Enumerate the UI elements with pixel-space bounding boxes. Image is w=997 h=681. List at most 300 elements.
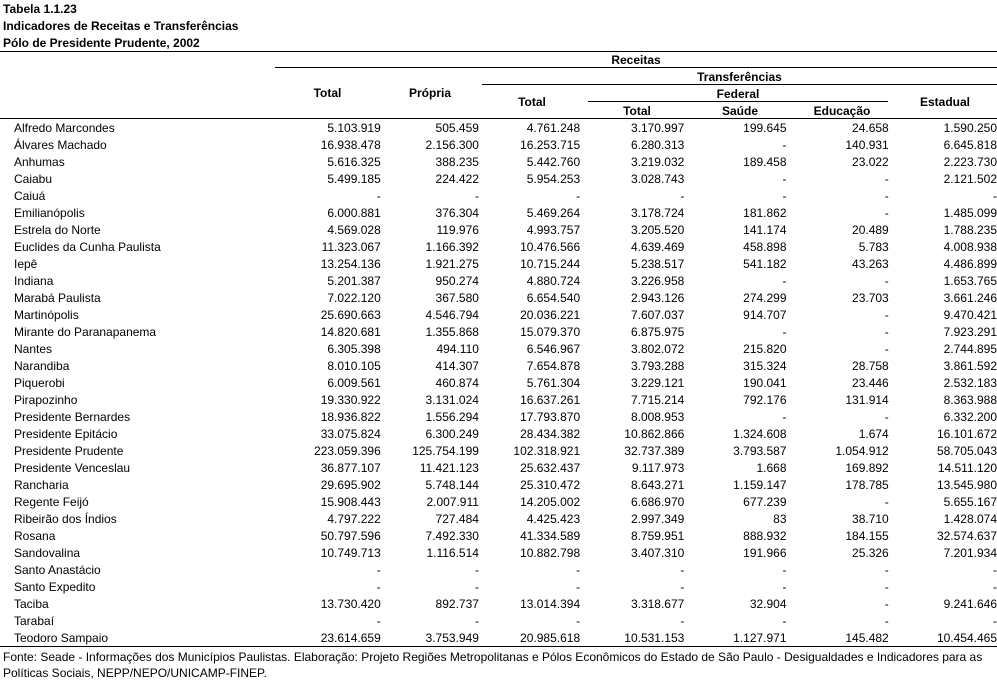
table-row (0, 460, 997, 477)
cell-estadual: 2.121.502 (943, 172, 997, 186)
table-row (0, 222, 997, 239)
cell-transferencias-total: 4.761.248 (526, 121, 581, 135)
cell-federal-total: - (680, 580, 685, 594)
cell-total: 18.936.822 (320, 410, 381, 424)
top-rule (0, 51, 997, 52)
cell-municipio: Alfredo Marcondes (14, 121, 115, 135)
cell-propria: 460.874 (435, 376, 479, 390)
cell-transferencias-total: 4.425.423 (526, 512, 581, 526)
cell-total: 33.075.824 (320, 427, 381, 441)
cell-total: 50.797.596 (320, 529, 381, 543)
cell-total: 223.059.396 (314, 444, 381, 458)
table-row (0, 494, 997, 511)
cell-estadual: - (993, 189, 997, 203)
cell-total: 10.749.713 (320, 546, 381, 560)
cell-estadual: 2.532.183 (943, 376, 997, 390)
cell-saude: - (782, 580, 787, 594)
table-number: Tabela 1.1.23 (3, 2, 77, 16)
cell-federal-total: 6.686.970 (630, 495, 685, 509)
cell-total: 23.614.659 (320, 631, 381, 645)
cell-estadual: 16.101.672 (936, 427, 997, 441)
cell-propria: - (474, 614, 479, 628)
cell-estadual: 32.574.637 (936, 529, 997, 543)
cell-propria: 892.737 (435, 597, 479, 611)
cell-educacao: - (884, 614, 889, 628)
cell-federal-total: 8.643.271 (630, 478, 685, 492)
cell-municipio: Pirapozinho (14, 393, 78, 407)
cell-federal-total: 4.639.469 (630, 240, 685, 254)
cell-total: 11.323.067 (321, 240, 381, 254)
cell-total: 7.022.120 (327, 291, 381, 305)
cell-federal-total: 8.759.951 (630, 529, 685, 543)
cell-saude: 199.645 (743, 121, 787, 135)
cell-total: - (376, 580, 381, 594)
cell-estadual: 2.744.895 (943, 342, 997, 356)
cell-educacao: 1.674 (858, 427, 889, 441)
cell-estadual: 13.545.980 (936, 478, 997, 492)
header-estadual: Estadual (919, 95, 970, 109)
table-body (0, 120, 997, 647)
cell-estadual: 5.655.167 (943, 495, 997, 509)
table-row (0, 358, 997, 375)
cell-educacao: 145.482 (845, 631, 889, 645)
cell-municipio: Marabá Paulista (14, 291, 101, 305)
cell-propria: 1.921.275 (425, 257, 479, 271)
cell-educacao: - (884, 410, 889, 424)
cell-transferencias-total: 28.434.382 (520, 427, 581, 441)
cell-educacao: 5.783 (858, 240, 889, 254)
cell-estadual: 1.788.235 (943, 223, 997, 237)
cell-total: 29.695.902 (320, 478, 381, 492)
cell-propria: 3.131.024 (425, 393, 479, 407)
cell-propria: 1.355.868 (425, 325, 479, 339)
table-row (0, 341, 997, 358)
cell-estadual: 2.223.730 (943, 155, 997, 169)
cell-federal-total: 3.793.288 (630, 359, 685, 373)
cell-municipio: Álvares Machado (14, 138, 107, 152)
cell-total: 13.730.420 (320, 597, 381, 611)
header-transferencias: Transferências (697, 70, 782, 84)
header-federal: Federal (716, 87, 760, 101)
cell-total: 8.010.105 (327, 359, 381, 373)
cell-educacao: - (884, 580, 889, 594)
cell-educacao: - (884, 342, 889, 356)
table-row (0, 290, 997, 307)
cell-municipio: Piquerobi (14, 376, 65, 390)
cell-educacao: - (884, 563, 889, 577)
cell-estadual: 6.332.200 (943, 410, 997, 424)
cell-municipio: Ribeirão dos Índios (14, 512, 117, 526)
cell-educacao: 25.326 (852, 546, 889, 560)
cell-saude: - (782, 410, 787, 424)
cell-transferencias-total: 15.079.370 (520, 325, 581, 339)
cell-educacao: 28.758 (852, 359, 889, 373)
cell-transferencias-total: 102.318.921 (513, 444, 581, 458)
cell-transferencias-total: - (576, 580, 581, 594)
cell-educacao: 23.703 (852, 291, 889, 305)
table-row (0, 171, 997, 188)
cell-estadual: - (993, 614, 997, 628)
table-row (0, 511, 997, 528)
header-total: Total (313, 86, 342, 100)
cell-total: 4.569.028 (327, 223, 381, 237)
cell-municipio: Presidente Prudente (14, 444, 124, 458)
cell-propria: 2.156.300 (425, 138, 479, 152)
cell-total: - (376, 614, 381, 628)
cell-educacao: 1.054.912 (835, 444, 889, 458)
cell-federal-total: 6.280.313 (630, 138, 685, 152)
header-educacao: Educação (813, 104, 871, 118)
cell-transferencias-total: - (576, 614, 581, 628)
header-receitas: Receitas (611, 53, 661, 67)
table-row (0, 256, 997, 273)
cell-federal-total: 3.028.743 (630, 172, 685, 186)
table-row (0, 409, 997, 426)
cell-saude: 189.458 (743, 155, 787, 169)
cell-municipio: Narandiba (14, 359, 70, 373)
cell-educacao: 20.489 (852, 223, 889, 237)
cell-municipio: Anhumas (14, 155, 65, 169)
table-row (0, 562, 997, 579)
cell-propria: 950.274 (435, 274, 479, 288)
cell-municipio: Nantes (14, 342, 53, 356)
cell-transferencias-total: 25.632.437 (520, 461, 581, 475)
cell-saude: 792.176 (743, 393, 787, 407)
cell-educacao: - (884, 325, 889, 339)
cell-federal-total: 32.737.389 (624, 444, 685, 458)
cell-propria: 2.007.911 (426, 495, 479, 509)
cell-municipio: Presidente Epitácio (14, 427, 118, 441)
cell-propria: 414.307 (435, 359, 479, 373)
cell-propria: - (474, 563, 479, 577)
cell-federal-total: - (680, 614, 685, 628)
cell-federal-total: 5.238.517 (630, 257, 685, 271)
cell-estadual: 8.363.988 (943, 393, 997, 407)
table-row (0, 137, 997, 154)
cell-municipio: Caiabu (14, 172, 53, 186)
table-row (0, 392, 997, 409)
cell-federal-total: 6.875.975 (630, 325, 685, 339)
cell-transferencias-total: 25.310.472 (520, 478, 581, 492)
cell-federal-total: 3.802.072 (630, 342, 685, 356)
cell-propria: 3.753.949 (425, 631, 479, 645)
cell-educacao: 131.914 (845, 393, 889, 407)
cell-federal-total: 3.170.997 (630, 121, 685, 135)
cell-federal-total: 7.715.214 (630, 393, 685, 407)
cell-saude: 215.820 (743, 342, 787, 356)
cell-transferencias-total: 6.654.540 (526, 291, 581, 305)
cell-total: 5.201.387 (327, 274, 381, 288)
cell-municipio: Presidente Venceslau (14, 461, 131, 475)
cell-educacao: 23.446 (852, 376, 889, 390)
cell-federal-total: 3.229.121 (630, 376, 685, 390)
cell-municipio: Martinópolis (14, 308, 79, 322)
table-row (0, 273, 997, 290)
cell-transferencias-total: 20.985.618 (520, 631, 581, 645)
table-row (0, 324, 997, 341)
cell-transferencias-total: 41.334.589 (520, 529, 581, 543)
cell-municipio: Rancharia (14, 478, 69, 492)
cell-estadual: 10.454.465 (936, 631, 997, 645)
cell-saude: 141.174 (743, 223, 787, 237)
cell-saude: 274.299 (743, 291, 787, 305)
cell-transferencias-total: 6.546.967 (526, 342, 581, 356)
cell-transferencias-total: - (576, 563, 581, 577)
cell-educacao: 140.931 (845, 138, 889, 152)
cell-saude: 541.182 (743, 257, 787, 271)
cell-transferencias-total: 17.793.870 (520, 410, 581, 424)
table-row (0, 154, 997, 171)
cell-saude: 83 (773, 512, 787, 526)
cell-federal-total: 9.117.973 (631, 461, 685, 475)
cell-estadual: 7.923.291 (943, 325, 997, 339)
cell-propria: - (474, 580, 479, 594)
cell-educacao: 178.785 (845, 478, 889, 492)
cell-educacao: - (884, 206, 889, 220)
cell-municipio: Iepê (14, 257, 38, 271)
cell-municipio: Regente Feijó (14, 495, 89, 509)
cell-estadual: 1.485.099 (943, 206, 997, 220)
table-row (0, 443, 997, 460)
cell-federal-total: 10.862.866 (624, 427, 685, 441)
cell-estadual: 3.861.592 (943, 359, 997, 373)
cell-municipio: Euclides da Cunha Paulista (14, 240, 161, 254)
table-row (0, 239, 997, 256)
cell-educacao: 23.022 (852, 155, 889, 169)
cell-transferencias-total: 14.205.002 (520, 495, 581, 509)
cell-propria: 11.421.123 (419, 461, 479, 475)
header-propria: Própria (408, 86, 451, 100)
cell-estadual: - (993, 580, 997, 594)
table-row (0, 528, 997, 545)
cell-propria: 1.166.392 (425, 240, 479, 254)
transferencias-rule (482, 84, 997, 85)
cell-estadual: - (993, 563, 997, 577)
cell-total: 14.820.681 (320, 325, 381, 339)
header-bottom-rule (0, 118, 997, 119)
cell-estadual: 4.486.899 (943, 257, 997, 271)
cell-total: 4.797.222 (327, 512, 381, 526)
cell-federal-total: 3.226.958 (630, 274, 685, 288)
cell-estadual: 3.661.246 (943, 291, 997, 305)
cell-total: - (376, 189, 381, 203)
table-row (0, 188, 997, 205)
cell-municipio: Indiana (14, 274, 54, 288)
table-row (0, 205, 997, 222)
cell-total: 13.254.136 (320, 257, 381, 271)
cell-estadual: 1.428.074 (943, 512, 997, 526)
header-federal-total: Total (623, 104, 651, 118)
table-subtitle: Pólo de Presidente Prudente, 2002 (3, 36, 200, 50)
cell-educacao: - (884, 597, 889, 611)
cell-estadual: 7.201.934 (943, 546, 997, 560)
cell-educacao: - (884, 189, 889, 203)
cell-transferencias-total: 4.993.757 (526, 223, 581, 237)
cell-transferencias-total: 10.882.798 (520, 546, 581, 560)
cell-transferencias-total: 7.654.878 (526, 359, 581, 373)
cell-propria: 5.748.144 (425, 478, 479, 492)
cell-saude: 1.159.147 (733, 478, 787, 492)
table-row (0, 579, 997, 596)
cell-propria: 224.422 (435, 172, 479, 186)
cell-educacao: 169.892 (845, 461, 889, 475)
cell-saude: - (782, 274, 787, 288)
table-row (0, 613, 997, 630)
table-row (0, 630, 997, 647)
cell-municipio: Sandovalina (14, 546, 81, 560)
cell-federal-total: - (680, 563, 685, 577)
cell-municipio: Estrela do Norte (14, 223, 101, 237)
cell-educacao: 43.263 (852, 257, 889, 271)
cell-propria: 376.304 (435, 206, 479, 220)
cell-total: 19.330.922 (320, 393, 381, 407)
cell-propria: 727.484 (435, 512, 479, 526)
table-title: Indicadores de Receitas e Transferências (3, 19, 239, 33)
cell-propria: 1.556.294 (425, 410, 479, 424)
cell-estadual: 6.645.818 (943, 138, 997, 152)
cell-municipio: Tarabaí (14, 614, 55, 628)
table-row (0, 477, 997, 494)
cell-federal-total: 2.997.349 (630, 512, 685, 526)
cell-total: 16.938.478 (320, 138, 381, 152)
cell-saude: - (782, 189, 787, 203)
cell-municipio: Santo Expedito (14, 580, 96, 594)
cell-municipio: Teodoro Sampaio (14, 631, 109, 645)
cell-transferencias-total: 5.954.253 (526, 172, 581, 186)
cell-propria: - (474, 189, 479, 203)
cell-total: - (376, 563, 381, 577)
cell-federal-total: 3.407.310 (630, 546, 685, 560)
cell-educacao: 38.710 (852, 512, 889, 526)
cell-total: 6.305.398 (327, 342, 381, 356)
cell-municipio: Santo Anastácio (14, 563, 101, 577)
cell-transferencias-total: 16.253.715 (520, 138, 581, 152)
cell-transferencias-total: 4.880.724 (526, 274, 581, 288)
table-bottom-rule (0, 646, 997, 647)
cell-propria: 367.580 (435, 291, 479, 305)
cell-federal-total: 3.178.724 (630, 206, 685, 220)
cell-estadual: 1.653.765 (943, 274, 997, 288)
cell-total: 5.499.185 (327, 172, 381, 186)
cell-federal-total: 7.607.037 (630, 308, 685, 322)
cell-saude: - (782, 172, 787, 186)
receitas-rule (275, 67, 997, 68)
cell-propria: 7.492.330 (425, 529, 479, 543)
cell-propria: 6.300.249 (425, 427, 479, 441)
cell-transferencias-total: 20.036.221 (520, 308, 581, 322)
cell-transferencias-total: - (576, 189, 581, 203)
cell-transferencias-total: 10.476.566 (520, 240, 581, 254)
cell-saude: - (782, 614, 787, 628)
cell-total: 5.616.325 (327, 155, 381, 169)
cell-educacao: 184.155 (845, 529, 889, 543)
cell-municipio: Caiuá (14, 189, 46, 203)
cell-federal-total: 2.943.126 (630, 291, 685, 305)
cell-total: 36.877.107 (320, 461, 381, 475)
table-row (0, 307, 997, 324)
cell-federal-total: 3.318.677 (630, 597, 685, 611)
cell-federal-total: 10.531.153 (624, 631, 685, 645)
cell-estadual: 58.705.043 (936, 444, 997, 458)
cell-saude: 3.793.587 (733, 444, 787, 458)
cell-saude: 458.898 (743, 240, 787, 254)
cell-educacao: - (884, 274, 889, 288)
table-row (0, 375, 997, 392)
cell-saude: 32.904 (749, 597, 787, 611)
cell-propria: 4.546.794 (425, 308, 479, 322)
cell-saude: 1.127.971 (733, 631, 787, 645)
cell-saude: - (782, 325, 787, 339)
cell-propria: 1.116.514 (426, 546, 479, 560)
cell-saude: 914.707 (743, 308, 787, 322)
header-transferencias-total: Total (518, 95, 546, 109)
cell-municipio: Presidente Bernardes (14, 410, 131, 424)
cell-educacao: - (884, 172, 889, 186)
cell-propria: 494.110 (436, 342, 479, 356)
source-note: Fonte: Seade - Informações dos Municípios Paulistas. Elaboração: Projeto Regiões Metropolitanas e Pólos Econômicos do Estado de São Paulo - Desigualdades e Indicadores para as Políticas Sociais, NEPP/NEPO/UNICAMP-FINEP. (3, 650, 983, 680)
cell-estadual: 4.008.938 (943, 240, 997, 254)
cell-saude: - (782, 563, 787, 577)
cell-estadual: 9.470.421 (943, 308, 997, 322)
cell-transferencias-total: 5.442.760 (526, 155, 581, 169)
table-row (0, 120, 997, 137)
federal-rule (588, 101, 888, 102)
cell-municipio: Mirante do Paranapanema (14, 325, 157, 339)
data-table (0, 120, 997, 647)
cell-estadual: 14.511.120 (937, 461, 997, 475)
table-row (0, 545, 997, 562)
header-saude: Saúde (721, 104, 758, 118)
cell-saude: - (782, 138, 787, 152)
cell-total: 6.000.881 (327, 206, 381, 220)
cell-transferencias-total: 5.469.264 (526, 206, 581, 220)
cell-propria: 505.459 (435, 121, 479, 135)
cell-total: 15.908.443 (320, 495, 381, 509)
cell-educacao: 24.658 (852, 121, 889, 135)
cell-saude: 1.324.608 (733, 427, 787, 441)
cell-federal-total: - (680, 189, 685, 203)
cell-saude: 1.668 (756, 461, 787, 475)
cell-transferencias-total: 5.761.304 (526, 376, 581, 390)
cell-federal-total: 8.008.953 (630, 410, 685, 424)
cell-educacao: - (884, 495, 889, 509)
cell-municipio: Rosana (14, 529, 56, 543)
table-row (0, 596, 997, 613)
cell-federal-total: 3.205.520 (630, 223, 685, 237)
cell-municipio: Taciba (14, 597, 49, 611)
cell-educacao: - (884, 308, 889, 322)
cell-total: 5.103.919 (327, 121, 381, 135)
cell-propria: 119.976 (436, 223, 479, 237)
cell-saude: 677.239 (743, 495, 787, 509)
table-row (0, 426, 997, 443)
cell-saude: 190.041 (743, 376, 787, 390)
cell-federal-total: 3.219.032 (630, 155, 685, 169)
cell-total: 6.009.561 (327, 376, 381, 390)
cell-saude: 888.932 (743, 529, 787, 543)
cell-saude: 181.862 (743, 206, 787, 220)
cell-transferencias-total: 13.014.394 (520, 597, 581, 611)
cell-total: 25.690.663 (320, 308, 381, 322)
cell-propria: 388.235 (435, 155, 479, 169)
cell-propria: 125.754.199 (412, 444, 479, 458)
cell-saude: 191.966 (743, 546, 787, 560)
cell-municipio: Emilianópolis (14, 206, 85, 220)
cell-transferencias-total: 10.715.244 (520, 257, 581, 271)
cell-estadual: 9.241.646 (943, 597, 997, 611)
cell-estadual: 1.590.250 (943, 121, 997, 135)
cell-transferencias-total: 16.637.261 (520, 393, 581, 407)
